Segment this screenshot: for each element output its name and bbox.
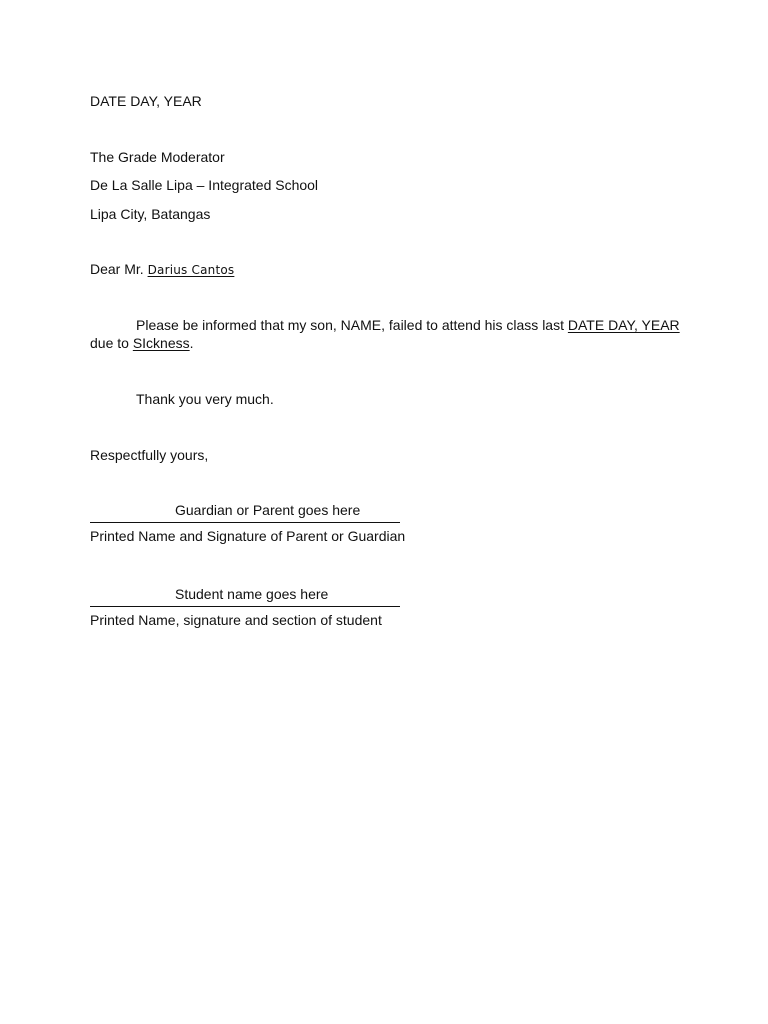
student-name: Student name goes here (175, 586, 329, 602)
guardian-signature-line (90, 522, 400, 523)
thanks-line: Thank you very much. (136, 391, 274, 407)
body-text-1: Please be informed that my son, NAME, failed to attend his class last (136, 317, 564, 333)
body-line-2 (90, 335, 194, 352)
student-signature-line (90, 606, 400, 607)
body-text-2: due to (90, 335, 129, 351)
recipient-school: De La Salle Lipa – Integrated School (90, 177, 319, 193)
salutation-name: Darius Cantos (147, 263, 235, 277)
recipient-title: The Grade Moderator (90, 149, 225, 165)
body-period: . (189, 335, 194, 351)
guardian-name: Guardian or Parent goes here (175, 502, 361, 518)
student-caption: Printed Name, signature and section of student (90, 612, 382, 628)
closing-line: Respectfully yours, (90, 447, 209, 463)
recipient-city: Lipa City, Batangas (90, 206, 211, 222)
guardian-caption: Printed Name and Signature of Parent or Guardian (90, 528, 406, 544)
absence-reason: SIckness (132, 335, 190, 351)
body-line-1 (136, 317, 680, 334)
guardian-signature-block (90, 502, 406, 545)
student-signature-block (90, 586, 400, 629)
salutation (90, 261, 234, 279)
absence-date: DATE DAY, YEAR (567, 317, 680, 333)
date-line: DATE DAY, YEAR (90, 93, 202, 109)
salutation-prefix: Dear Mr. (90, 261, 144, 277)
